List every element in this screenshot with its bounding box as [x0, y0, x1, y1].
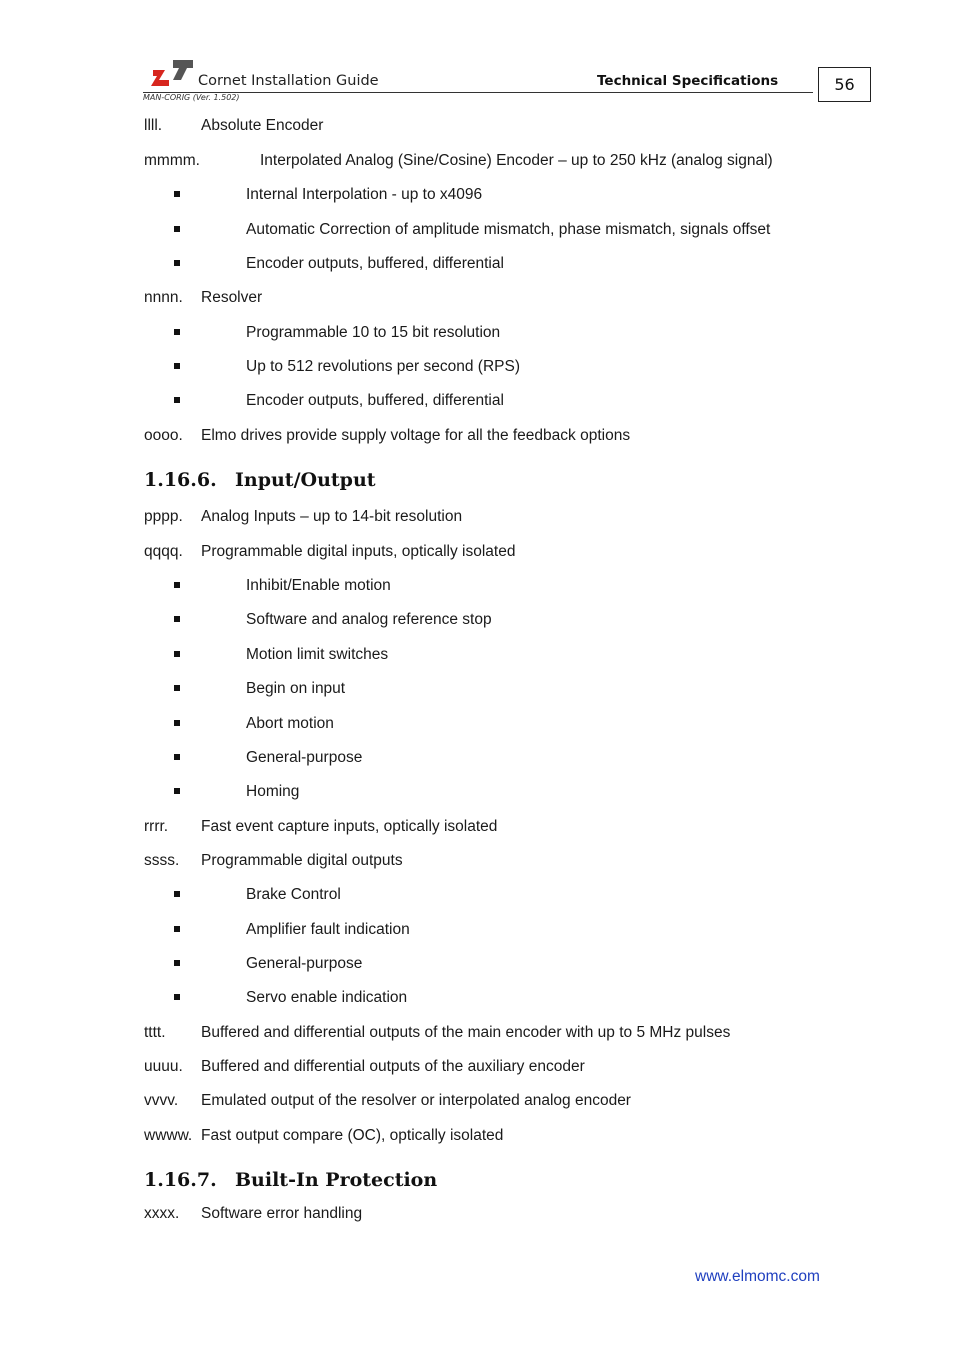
elmo-logo-icon — [147, 58, 193, 88]
item-label: xxxx. — [144, 1205, 180, 1222]
bullet-text: Inhibit/Enable motion — [246, 577, 391, 594]
bullet-icon — [174, 260, 180, 266]
bullet-text: Begin on input — [246, 680, 346, 697]
document-title: Cornet Installation Guide — [198, 73, 379, 89]
item-text: Interpolated Analog (Sine/Cosine) Encoder – up to 250 kHz (analog signal) — [260, 152, 773, 169]
bullet-text: Software and analog reference stop — [246, 611, 492, 628]
bullet-text: Abort motion — [246, 715, 334, 732]
bullet-text: Brake Control — [246, 886, 341, 903]
bullet-text: Encoder outputs, buffered, differential — [246, 255, 504, 272]
bullet-icon — [174, 363, 180, 369]
bullet-text: Amplifier fault indication — [246, 921, 410, 938]
bullet-icon — [174, 720, 180, 726]
item-label: qqqq. — [144, 543, 183, 560]
item-text: Buffered and differential outputs of the main encoder with up to 5 MHz pulses — [201, 1024, 731, 1041]
item-label: ssss. — [144, 852, 180, 869]
item-label: wwww. — [144, 1127, 193, 1144]
bullet-text: Encoder outputs, buffered, differential — [246, 392, 504, 409]
section-heading-title: Built-In Protection — [235, 1169, 438, 1191]
bullet-icon — [174, 891, 180, 897]
item-label: rrrr. — [144, 818, 169, 835]
item-label: mmmm. — [144, 152, 200, 169]
bullet-text: Programmable 10 to 15 bit resolution — [246, 324, 501, 341]
item-text: Programmable digital inputs, optically isolated — [201, 543, 516, 560]
item-text: Absolute Encoder — [201, 117, 324, 134]
bullet-icon — [174, 754, 180, 760]
bullet-icon — [174, 226, 180, 232]
bullet-text: Servo enable indication — [246, 989, 408, 1006]
bullet-text: General-purpose — [246, 749, 363, 766]
bullet-icon — [174, 685, 180, 691]
item-text: Fast output compare (OC), optically isolated — [201, 1127, 504, 1144]
section-heading-title: Input/Output — [235, 469, 376, 491]
bullet-icon — [174, 651, 180, 657]
item-text: Buffered and differential outputs of the auxiliary encoder — [201, 1058, 585, 1075]
bullet-text: General-purpose — [246, 955, 363, 972]
section-title: Technical Specifications — [597, 73, 779, 89]
bullet-text: Homing — [246, 783, 300, 800]
item-text: Resolver — [201, 289, 263, 306]
bullet-icon — [174, 616, 180, 622]
item-text: Analog Inputs – up to 14-bit resolution — [201, 508, 463, 525]
bullet-icon — [174, 994, 180, 1000]
bullet-text: Automatic Correction of amplitude mismatch, phase mismatch, signals offset — [246, 221, 771, 238]
item-text: Emulated output of the resolver or interpolated analog encoder — [201, 1092, 631, 1109]
bullet-text: Motion limit switches — [246, 646, 389, 663]
item-label: oooo. — [144, 427, 183, 444]
section-number: 1.16.7. — [144, 1169, 217, 1191]
bullet-text: Internal Interpolation - up to x4096 — [246, 186, 483, 203]
bullet-icon — [174, 191, 180, 197]
item-label: tttt. — [144, 1024, 166, 1041]
item-label: vvvv. — [144, 1092, 179, 1109]
bullet-icon — [174, 960, 180, 966]
item-text: Programmable digital outputs — [201, 852, 403, 869]
website-link[interactable]: www.elmomc.com — [695, 1268, 820, 1285]
item-label: llll. — [144, 117, 163, 134]
page-header — [143, 56, 875, 106]
item-text: Elmo drives provide supply voltage for all the feedback options — [201, 427, 631, 444]
bullet-text: Up to 512 revolutions per second (RPS) — [246, 358, 520, 375]
item-label: uuuu. — [144, 1058, 183, 1075]
bullet-icon — [174, 329, 180, 335]
bullet-icon — [174, 926, 180, 932]
header-rule — [143, 92, 813, 93]
item-text: Fast event capture inputs, optically isolated — [201, 818, 498, 835]
item-text: Software error handling — [201, 1205, 363, 1222]
bullet-icon — [174, 397, 180, 403]
section-number: 1.16.6. — [144, 469, 217, 491]
item-label: nnnn. — [144, 289, 183, 306]
page-number: 56 — [818, 67, 871, 102]
document-version: MAN-CORIG (Ver. 1.502) — [143, 93, 240, 102]
bullet-icon — [174, 582, 180, 588]
bullet-icon — [174, 788, 180, 794]
item-label: pppp. — [144, 508, 183, 525]
